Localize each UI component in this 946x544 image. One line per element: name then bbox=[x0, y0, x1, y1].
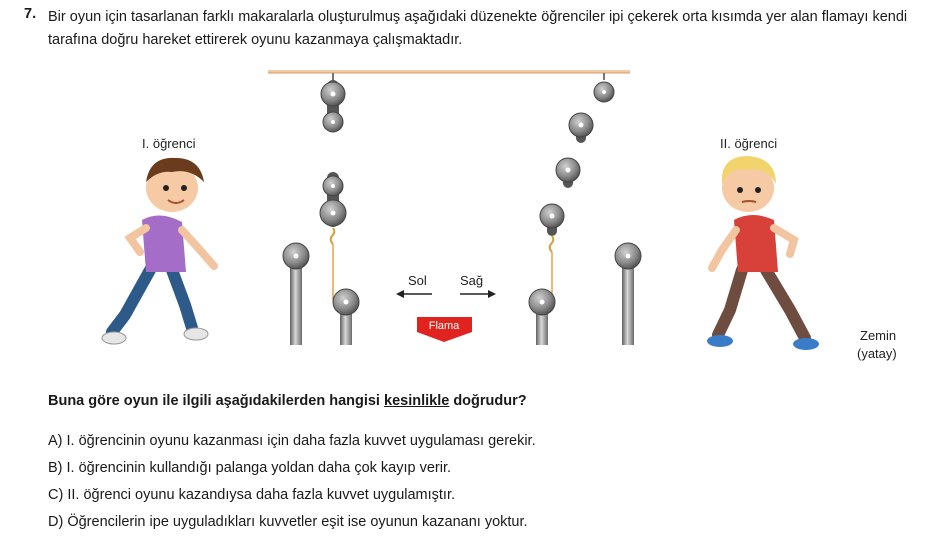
answer-options bbox=[48, 430, 536, 538]
left-movable-pulley-block bbox=[320, 172, 346, 244]
option-d[interactable]: D) Öğrencilerin ipe uyguladıkları kuvvetler eşit ise oyunun kazananı yoktur. bbox=[48, 514, 528, 530]
student-2-label: II. öğrenci bbox=[720, 136, 778, 151]
student-1-illustration bbox=[102, 158, 214, 344]
student-1-label: I. öğrenci bbox=[142, 136, 196, 151]
left-post bbox=[283, 243, 309, 345]
right-ground-pulley bbox=[529, 289, 555, 345]
right-pulley-system bbox=[529, 73, 641, 345]
stem-after: doğrudur? bbox=[449, 393, 527, 409]
question-stem bbox=[48, 393, 527, 409]
right-arrow-label: Sağ bbox=[460, 273, 484, 288]
left-pulley-system bbox=[283, 73, 359, 345]
stem-before: Buna göre oyun ile ilgili aşağıdakilerden hangisi bbox=[48, 393, 384, 409]
flag-label: Flama bbox=[428, 320, 460, 332]
option-b[interactable]: B) I. öğrencinin kullandığı palanga yoldan daha çok kayıp verir. bbox=[48, 460, 452, 476]
right-pulley-4 bbox=[540, 204, 564, 252]
right-arrow bbox=[460, 290, 496, 298]
ceiling-bar bbox=[268, 70, 630, 73]
left-fixed-pulley-1 bbox=[321, 80, 345, 132]
stem-underlined: kesinlikle bbox=[384, 393, 450, 409]
option-a[interactable]: A) I. öğrencinin oyunu kazanması için daha fazla kuvvet uygulaması gerekir. bbox=[48, 433, 536, 449]
option-c[interactable]: C) II. öğrenci oyunu kazandıysa daha fazla kuvvet uygulamıştır. bbox=[48, 487, 456, 503]
question-number: 7. bbox=[24, 6, 37, 22]
ground-label-line1: Zemin bbox=[860, 328, 897, 343]
student-2-illustration bbox=[707, 156, 819, 350]
right-pulley-3 bbox=[556, 158, 580, 188]
ground-label-line2: (yatay) bbox=[857, 346, 897, 361]
left-arrow-label: Sol bbox=[408, 273, 427, 288]
pulley-figure bbox=[0, 60, 946, 380]
right-fixed-pulley bbox=[594, 82, 614, 102]
right-post bbox=[615, 243, 641, 345]
left-ground-pulley bbox=[333, 289, 359, 345]
right-pulley-2 bbox=[569, 113, 593, 143]
flag-banner bbox=[417, 317, 472, 342]
question-text: Bir oyun için tasarlanan farklı makaralarla oluşturulmuş aşağıdaki düzenekte öğrenciler ipi çekerek orta kısımda yer alan flamayı kendi tarafına doğru hareket ettirerek oyunu kazanmaya çalışmaktadır. bbox=[48, 9, 908, 48]
left-arrow bbox=[396, 290, 432, 298]
